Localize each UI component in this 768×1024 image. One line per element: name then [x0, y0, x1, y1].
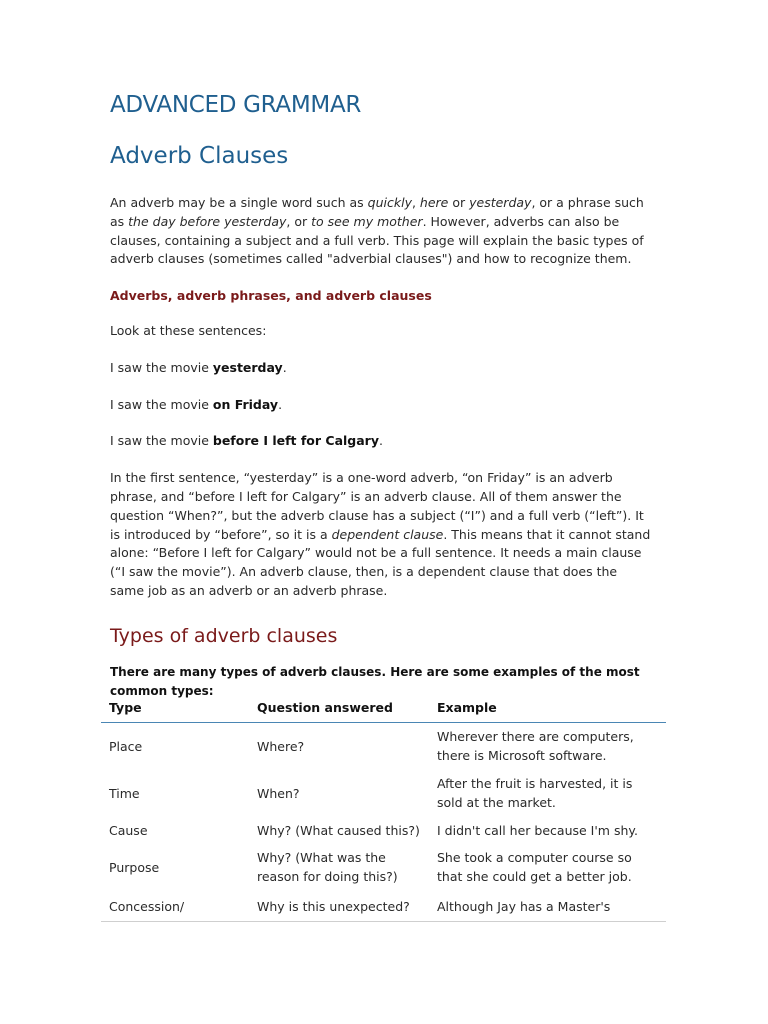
section-title: Types of adverb clauses [110, 624, 338, 647]
example-cell: Wherever there are computers, there is Microsoft software. [437, 729, 634, 763]
example-bold: before I left for Calgary [212, 433, 379, 449]
example-sentence [110, 396, 666, 415]
explanation-text: . This means that it cannot stand alone: “Before I left for Calgary” would not be a full sentence. It needs a main clause (“I saw the movie”). An adverb clause, then, is a dependent clause that does the same job as an adverb or an adverb phrase. [110, 526, 651, 598]
article [110, 88, 666, 700]
intro-example: yesterday [469, 195, 532, 210]
example-end: . [378, 433, 383, 449]
look-text: Look at these sentences: [110, 322, 267, 338]
type-cell: Purpose [109, 859, 160, 875]
example-plain: I saw the movie [110, 359, 213, 375]
example-cell: She took a computer course so that she could get a better job. [437, 850, 632, 884]
intro-text: , or a phrase such as [110, 195, 644, 229]
table-row [101, 891, 666, 922]
example-cell: I didn't call her because I'm shy. [437, 822, 638, 838]
subheading: Adverbs, adverb phrases, and adverb clauses [110, 288, 432, 304]
intro-text: or [448, 195, 470, 210]
type-cell: Cause [109, 822, 148, 838]
intro-text: , or [286, 213, 312, 229]
intro-example: the day before yesterday [128, 213, 287, 229]
example-plain: I saw the movie [110, 433, 213, 449]
intro-example: quickly [367, 195, 412, 210]
intro-paragraph [110, 194, 650, 269]
table-row [101, 843, 666, 891]
example-cell: Although Jay has a Master's [429, 891, 666, 922]
example-end: . [278, 396, 283, 412]
table-header-row [101, 695, 666, 723]
explanation-text: In the first sentence, “yesterday” is a one-word adverb, “on Friday” is an adverb phrase, and “before I left for Calgary” is an adverb clause. All of them answer the question “When?”, but the adverb clause has a subject (“I”) and a full verb (“left”). It is introduced by “before”, so it is a [110, 470, 644, 542]
intro-example: here [419, 195, 449, 210]
column-header: Example [429, 695, 666, 723]
example-sentence [110, 359, 666, 378]
example-end: . [282, 359, 287, 375]
type-cell: Place [109, 738, 143, 754]
explanation-paragraph [110, 469, 655, 601]
table-row [101, 769, 666, 817]
question-cell: When? [257, 785, 300, 801]
column-header: Question answered [249, 695, 429, 723]
intro-text: . However, adverbs can also be clauses, containing a subject and a full verb. This page will explain the basic types of adverb clauses (sometimes called "adverbial clauses") and how to recognize them. [110, 213, 644, 267]
table-row [101, 817, 666, 843]
adverb-clause-types-table [101, 695, 666, 922]
example-bold: yesterday [212, 359, 283, 375]
question-cell: Why? (What caused this?) [257, 822, 420, 838]
example-plain: I saw the movie [110, 396, 213, 412]
question-cell: Why is this unexpected? [249, 891, 429, 922]
intro-example: to see my mother [311, 213, 423, 229]
type-cell: Time [109, 785, 140, 801]
example-cell: After the fruit is harvested, it is sold at the market. [437, 776, 633, 810]
intro-text: An adverb may be a single word such as [110, 195, 368, 210]
explanation-term: dependent clause [331, 526, 444, 542]
question-cell: Where? [257, 738, 305, 754]
table-row [101, 723, 666, 770]
type-cell: Concession/ [101, 891, 249, 922]
column-header: Type [101, 695, 249, 723]
section-lead: There are many types of adverb clauses. Here are some examples of the most common types: [110, 664, 640, 698]
example-bold: on Friday [212, 396, 279, 412]
question-cell: Why? (What was the reason for doing this?) [257, 850, 398, 884]
example-sentence [110, 432, 666, 451]
intro-text: , [411, 195, 420, 210]
site-title: ADVANCED GRAMMAR [110, 92, 362, 118]
page-title: Adverb Clauses [110, 143, 289, 169]
